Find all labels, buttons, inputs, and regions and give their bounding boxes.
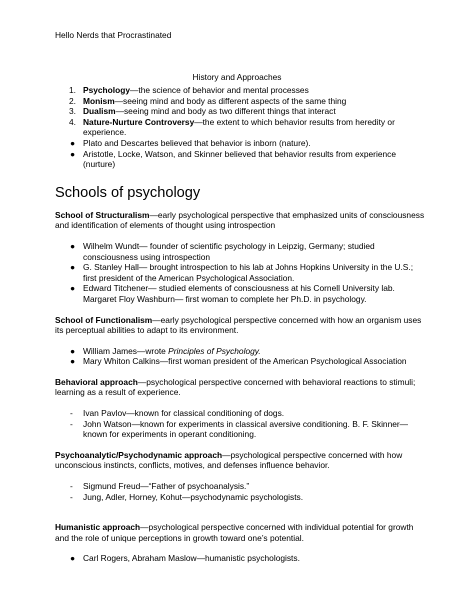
list-item: ● Plato and Descartes believed that behavior is inborn (nature). xyxy=(70,137,311,148)
list-item: 4. Nature-Nurture Controversy—the extent to which behavior results from heredity or experience. xyxy=(69,116,395,138)
structuralism-bullets xyxy=(55,241,427,305)
behavioral-list xyxy=(55,408,427,440)
bullet-icon: ● xyxy=(70,345,76,356)
list-item: 3. Dualism—seeing mind and body as two different things that interact xyxy=(69,106,336,117)
list-item: - Jung, Adler, Horney, Kohut—psychodynamic psychologists. xyxy=(70,491,304,502)
list-item: ● Wilhelm Wundt— founder of scientific psychology in Leipzig, Germany; studied consciousness using introspection xyxy=(70,240,375,262)
list-item: - John Watson—known for experiments in classical aversive conditioning. B. F. Skinner—known for experiments in operant conditioning. xyxy=(70,418,409,440)
bullet-icon: ● xyxy=(70,283,76,294)
behavioral-paragraph: Behavioral approach—psychological perspective concerned with behavioral reactions to stimuli; learning as a result of experience. xyxy=(55,376,416,398)
numbered-list xyxy=(55,85,427,138)
list-item: 2. Monism—seeing mind and body as different aspects of the same thing xyxy=(69,95,347,106)
document-body xyxy=(55,85,427,564)
intro-bullet-list xyxy=(55,138,427,170)
list-item: ● Edward Titchener— studied elements of consciousness at his Cornell University lab. Margaret Floy Washburn— first woman to complete her Ph.D. in psychology. xyxy=(70,283,395,304)
list-item: 1. Psychology—the science of behavior and mental processes xyxy=(69,85,309,95)
bullet-icon: ● xyxy=(70,356,76,367)
dash-icon: - xyxy=(70,418,73,429)
list-item: ● Mary Whiton Calkins—first woman president of the American Psychological Association xyxy=(70,356,407,367)
functionalism-paragraph: School of Functionalism—early psychological perspective concerned with how an organism uses its perceptual abilities to adapt to its environment. xyxy=(55,314,422,336)
humanistic-paragraph: Humanistic approach—psychological perspective concerned with individual potential for growth and the role of unique perceptions in growth toward one’s potential. xyxy=(55,522,414,543)
psychoanalytic-list xyxy=(55,481,427,502)
structuralism-paragraph: School of Structuralism—early psychological perspective that emphasized units of consciousness and identification of elements of thought using introspection xyxy=(55,209,425,231)
dash-icon: - xyxy=(70,408,73,419)
dash-icon: - xyxy=(70,491,73,502)
list-item: ● Aristotle, Locke, Watson, and Skinner believed that behavior results from experience (nurture) xyxy=(70,148,396,170)
humanistic-bullets xyxy=(55,553,427,564)
section-heading: Schools of psychology xyxy=(55,184,201,201)
bullet-icon: ● xyxy=(70,262,76,273)
bullet-icon: ● xyxy=(70,148,76,159)
bullet-icon: ● xyxy=(70,137,76,148)
dash-icon: - xyxy=(70,481,73,492)
document-title: History and Approaches xyxy=(192,72,282,82)
list-item: ● William James—wrote Principles of Psychology. xyxy=(70,345,261,356)
psychoanalytic-paragraph: Psychoanalytic/Psychodynamic approach—psychological perspective concerned with how unconscious instincts, conflicts, motives, and defenses influence behavior. xyxy=(55,449,403,471)
bullet-icon: ● xyxy=(70,553,76,564)
bullet-icon: ● xyxy=(70,240,76,251)
page-header: Hello Nerds that Procrastinated xyxy=(55,30,172,40)
list-item: - Sigmund Freud—“Father of psychoanalysis.” xyxy=(70,481,250,492)
list-item: ● G. Stanley Hall— brought introspection to his lab at Johns Hopkins University in the U.S.; first president of the American Psychological Association. xyxy=(70,262,414,283)
list-item: ● Carl Rogers, Abraham Maslow—humanistic psychologists. xyxy=(70,553,300,564)
list-item: - Ivan Pavlov—known for classical conditioning of dogs. xyxy=(70,408,285,419)
functionalism-bullets xyxy=(55,346,427,367)
